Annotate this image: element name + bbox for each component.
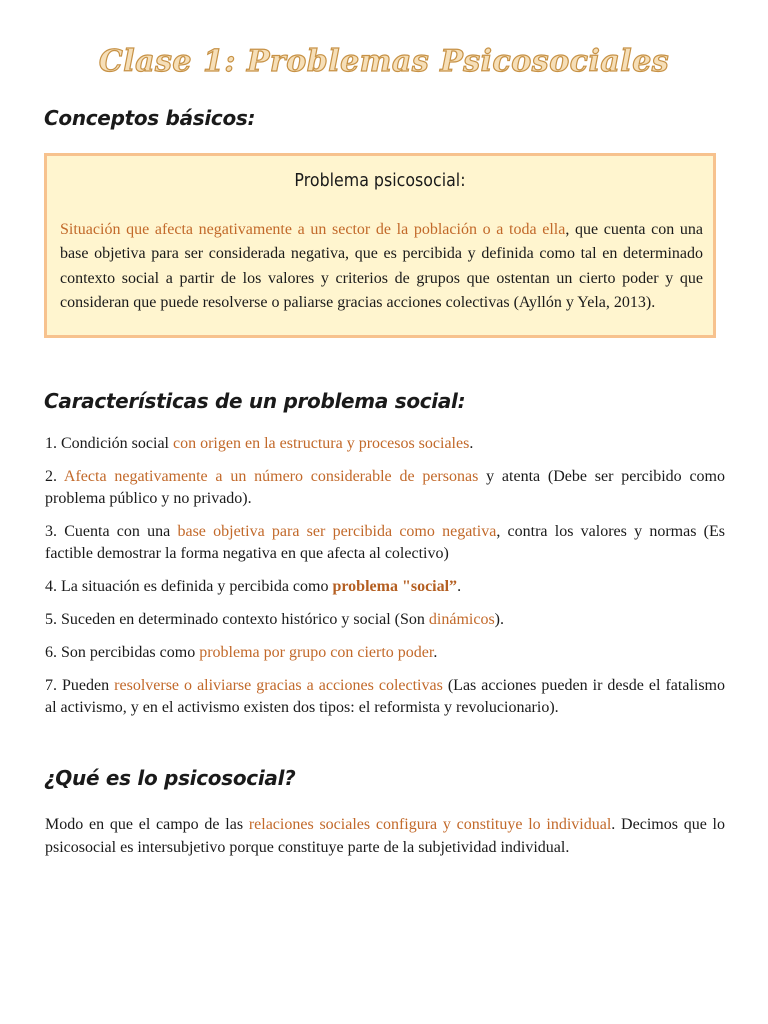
item-text: .: [433, 644, 438, 661]
list-item: [45, 433, 725, 455]
list-item: [45, 642, 725, 664]
item-text: .: [469, 435, 474, 452]
definition-box: [44, 153, 716, 338]
item-text: 4. La situación es definida y percibida como: [45, 578, 333, 595]
item-highlight: resolverse o aliviarse gracias a acciones colectivas: [114, 677, 443, 694]
item-text: 2.: [45, 468, 64, 485]
psicosocial-heading: ¿Qué es lo psicosocial?: [44, 766, 296, 790]
psicosocial-text: [45, 814, 725, 859]
item-highlight: dinámicos: [428, 611, 495, 628]
item-highlight: problema por grupo con cierto poder: [199, 644, 434, 661]
list-item: [45, 675, 725, 719]
item-text: ).: [494, 611, 504, 628]
conceptos-heading: Conceptos básicos:: [44, 106, 256, 130]
list-item: [45, 466, 725, 510]
item-text: .: [457, 578, 462, 595]
psicosocial-text-post: . Decimos que lo psicosocial es intersubjetivo porque constituye parte de la subjetividad individual.: [45, 816, 726, 856]
list-item: [45, 576, 725, 598]
caracteristicas-heading: Características de un problema social:: [44, 389, 466, 413]
item-text: , contra los valores y normas (Es factible demostrar la forma negativa en que afecta al colectivo): [45, 523, 726, 562]
psicosocial-highlight: relaciones sociales configura y constituye lo individual: [248, 816, 612, 833]
item-highlight: Afecta negativamente a un número considerable de personas: [63, 468, 479, 485]
list-item: [45, 609, 725, 631]
definition-highlight: Situación que afecta negativamente a un sector de la población o a toda ella: [60, 221, 566, 238]
page-title: Clase 1: Problemas Psicosociales: [98, 44, 670, 79]
caracteristicas-list: [45, 433, 725, 730]
item-text: 6. Son percibidas como: [45, 644, 200, 661]
item-text: 5. Suceden en determinado contexto histórico y social (Son: [45, 611, 429, 628]
item-text: 7. Pueden: [45, 677, 115, 694]
item-text: 3. Cuenta con una: [45, 523, 178, 540]
item-text: 1. Condición social: [45, 435, 173, 452]
definition-text: [60, 218, 703, 316]
psicosocial-text-pre: Modo en que el campo de las: [45, 816, 249, 833]
definition-rest: , que cuenta con una base objetiva para ser considerada negativa, que es percibida y definida como tal en determinado contexto social a partir de los valores y criterios de grupos que ostentan un cierto poder y que consideran que puede resolverse o paliarse gracias acciones colectivas (Ayllón y Yela, 2013).: [60, 221, 704, 312]
item-highlight: problema "social”: [332, 578, 458, 595]
item-text: y atenta (Debe ser percibido como problema público y no privado).: [45, 468, 726, 507]
list-item: [45, 521, 725, 565]
item-text: (Las acciones pueden ir desde el fatalismo al activismo, y en el activismo existen dos tipos: el reformista y revolucionario).: [45, 677, 726, 716]
item-highlight: base objetiva para ser percibida como negativa: [177, 523, 497, 540]
definition-heading: Problema psicosocial:: [294, 170, 466, 191]
item-highlight: con origen en la estructura y procesos sociales: [172, 435, 470, 452]
